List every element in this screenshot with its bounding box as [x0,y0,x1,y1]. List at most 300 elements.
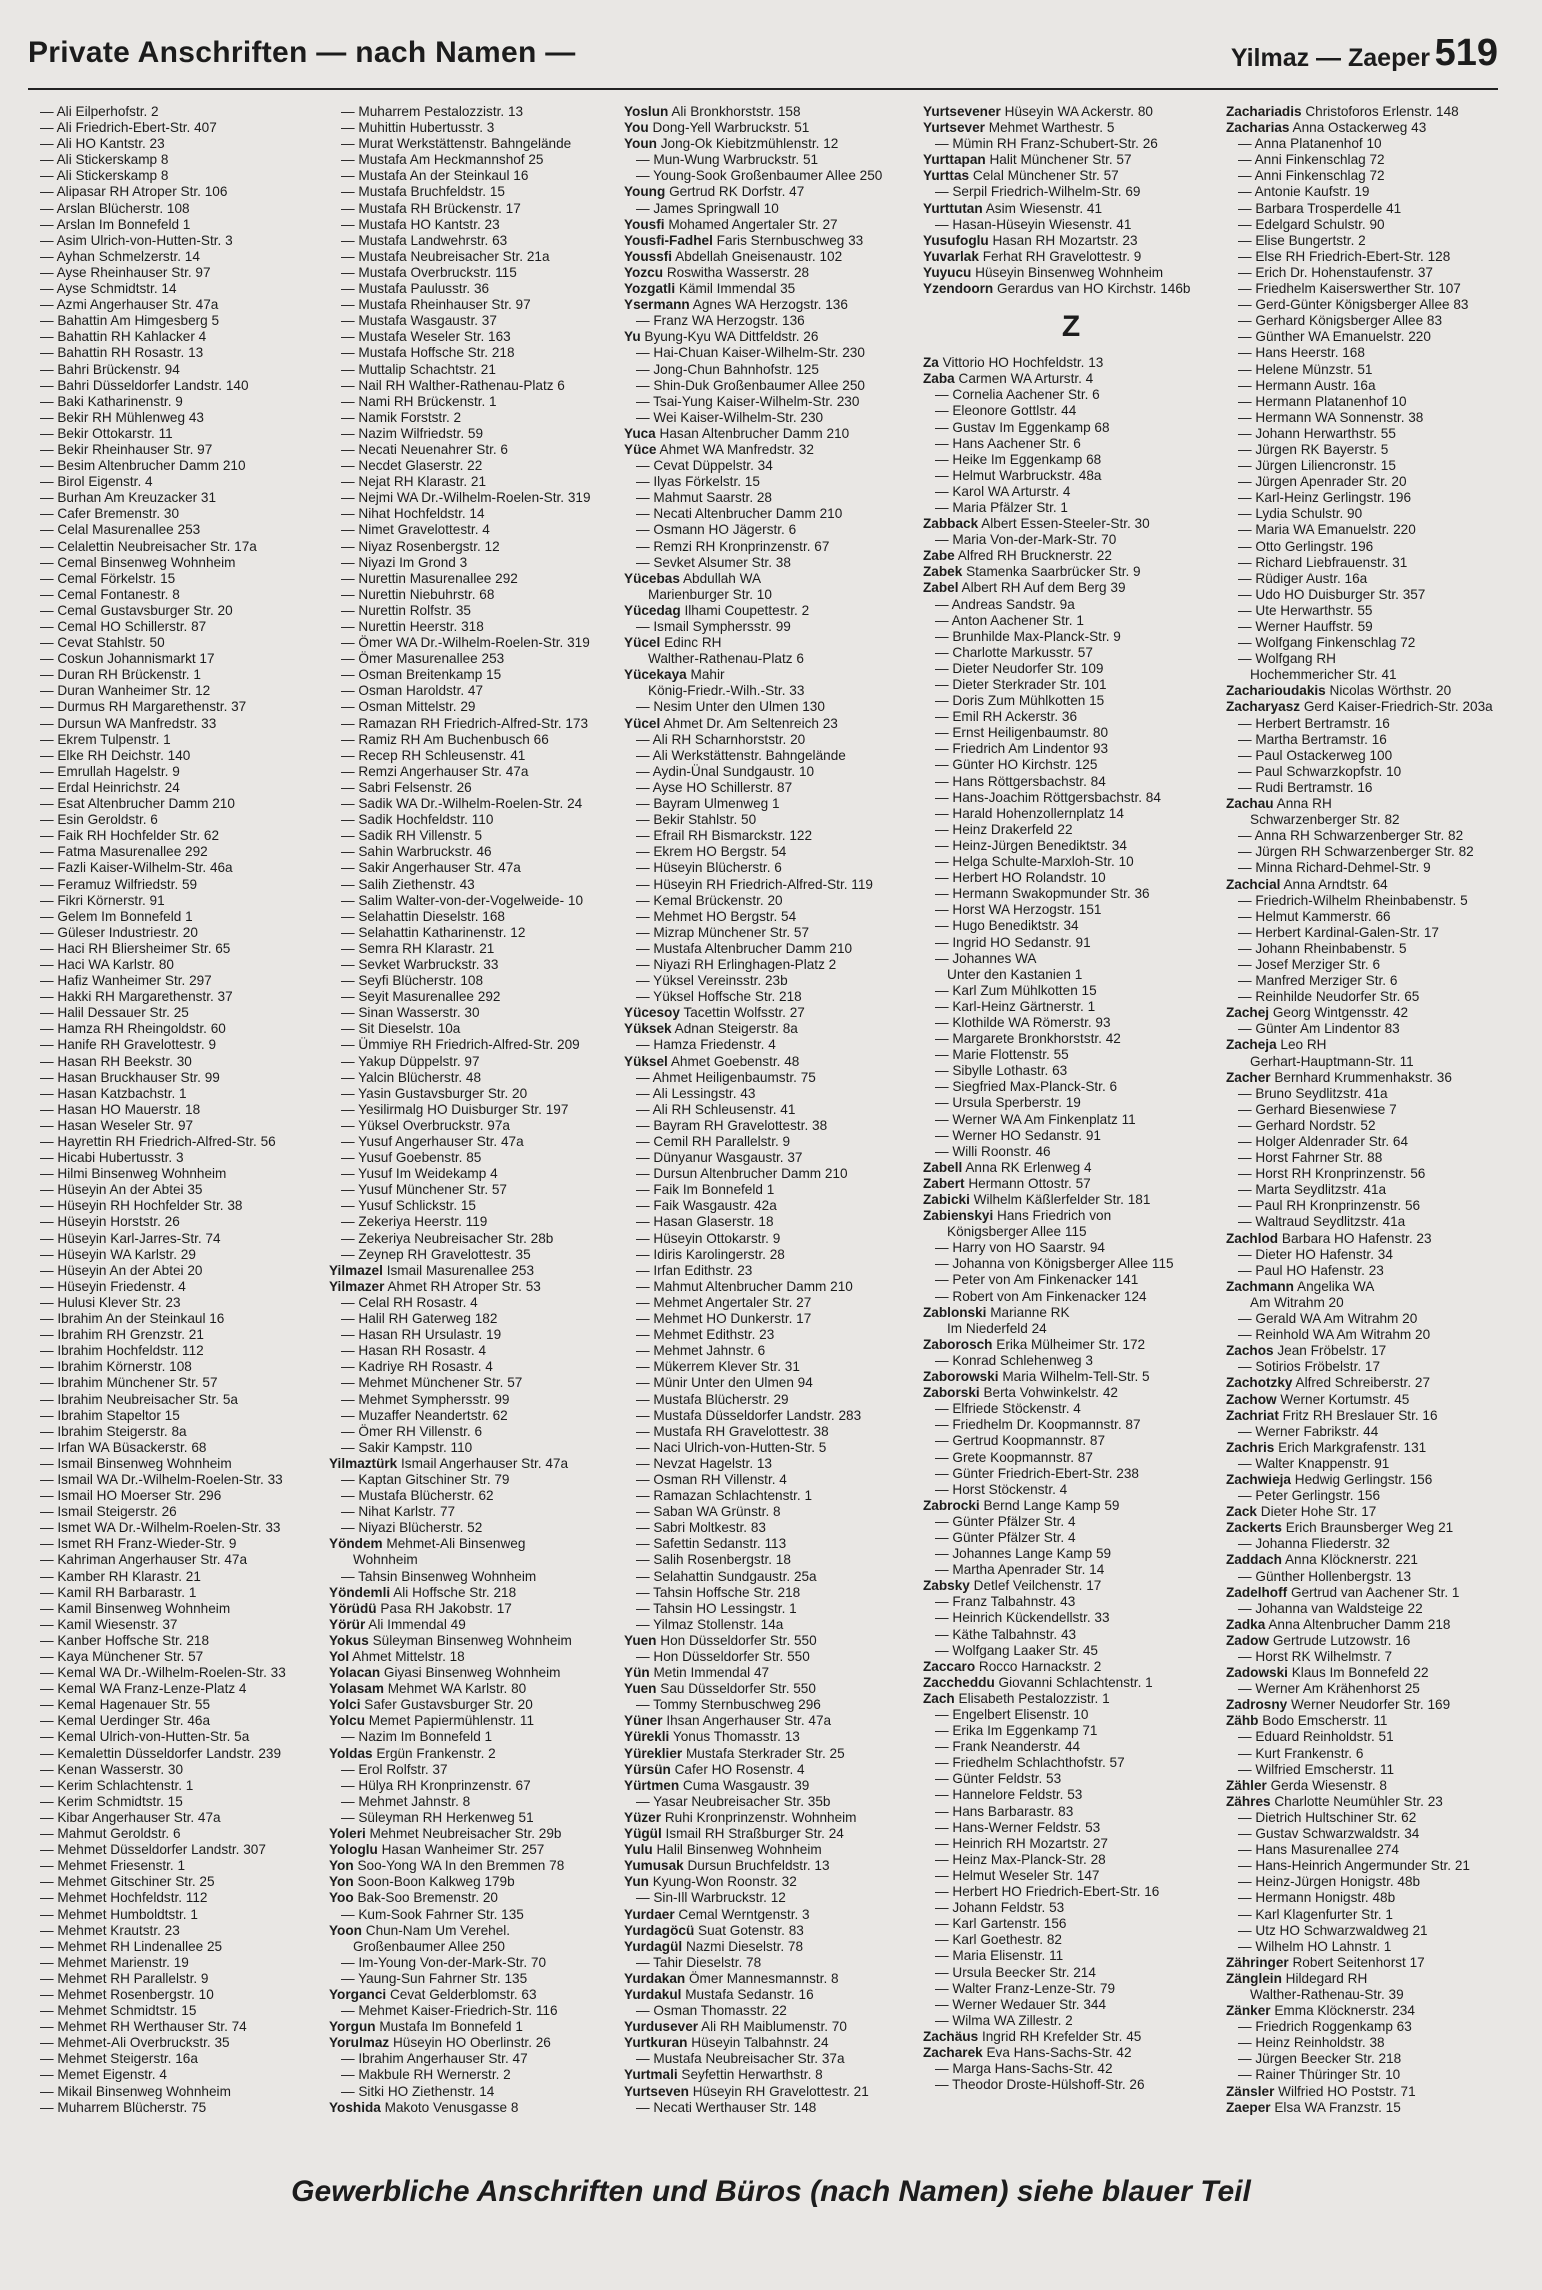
directory-entry [923,1369,1219,1385]
sub-entry: — Karl-Heinz Gerlingstr. 196 [1238,490,1412,506]
sub-entry: — Paul RH Kronprinzenstr. 56 [1238,1198,1421,1214]
surname: Zaeper [1226,2099,1271,2115]
sub-entry: — Mizrap Münchener Str. 57 [636,924,810,940]
sub-entry: — Mustafa Am Heckmannshof 25 [341,152,544,168]
surname: Yurdakan [624,1970,686,1986]
entry-details: Giyasi Binsenweg Wohnheim [383,1665,561,1681]
sub-entry: — Sevket Warbruckstr. 33 [341,956,499,972]
entry-details: Hüseyin RH Gravelottestr. 21 [692,2083,869,2099]
sub-entry: — Harry von HO Saarstr. 94 [935,1240,1105,1256]
sub-entry: — Kurt Frankenstr. 6 [1238,1745,1364,1761]
surname: Youn [624,136,657,152]
sub-entry: — Werner Hauffstr. 59 [1238,619,1373,634]
directory-entry [624,249,920,265]
sub-entry: — Ali Stickerskamp 8 [40,152,169,168]
directory-entry [923,548,1219,564]
surname: Yozcu [624,264,664,280]
sub-entry: — Heinz-Jürgen Benediktstr. 34 [935,837,1127,853]
sub-entry: — Hamza RH Rheingoldstr. 60 [40,1021,226,1037]
directory-entry [624,1874,920,1890]
entry-details: Dong-Yell Warbruckstr. 51 [652,120,810,136]
page-number: 519 [1434,32,1498,74]
footer-note: Gewerbliche Anschriften und Büros (nach Namen) siehe blauer Teil [291,2175,1251,2208]
entry-details: Bak-Soo Bremenstr. 20 [357,1890,498,1906]
column-2 [329,104,625,2164]
surname: Yorulmaz [329,2035,390,2051]
surname: Yüksel [624,1053,668,1069]
directory-entry [923,371,1219,387]
sub-entry: — Yüksel Overbruckstr. 97a [341,1117,510,1133]
directory-entry [923,249,1219,265]
directory-entry [329,1585,625,1601]
sub-entry: — Wolfgang RH [1238,651,1336,667]
sub-entry: — Ilyas Förkelstr. 15 [636,474,760,490]
sub-entry: — Ismet RH Franz-Wieder-Str. 9 [40,1536,237,1552]
surname: Yolci [329,1697,361,1713]
sub-entry: — Serpil Friedrich-Wilhelm-Str. 69 [935,184,1141,200]
surname: Yzendoorn [923,281,994,297]
sub-entry: — Ute Herwarthstr. 55 [1238,602,1373,618]
sub-entry: — Josef Merziger Str. 6 [1238,956,1381,972]
directory-entry [624,716,920,732]
sub-entry: — Kemal Uerdinger Str. 46a [40,1713,211,1729]
sub-entry: — Wilma WA Zillestr. 2 [935,2012,1073,2028]
sub-entry: — Ursula Beecker Str. 214 [935,1964,1096,1980]
entry-details: Ahmet WA Manfredstr. 32 [659,441,814,457]
sub-entry: — Ali Werkstättenstr. Bahngelände [636,747,846,763]
entry-details: Erich Braunsberger Weg 21 [1285,1520,1454,1536]
entry-details: Hasan Wanheimer Str. 257 [381,1842,545,1858]
entry-details: Giovanni Schlachtenstr. 1 [998,1674,1153,1690]
sub-entry: — Selahattin Sundgaustr. 25a [636,1568,817,1584]
directory-entry [923,152,1219,168]
sub-entry: — Nazim Im Bonnefeld 1 [341,1729,493,1745]
directory-entry [329,1923,625,1939]
sub-entry: — Yesilirmalg HO Duisburger Str. 197 [341,1101,569,1117]
entry-details: Christoforos Erlenstr. 148 [1305,104,1459,119]
sub-entry: — Esin Geroldstr. 6 [40,812,158,828]
surname: Zabicki [923,1192,970,1207]
entry-continuation: Gerhart-Hauptmann-Str. 11 [1250,1053,1414,1069]
sub-entry: — Tahsin HO Lessingstr. 1 [636,1600,797,1616]
sub-entry: — Mehmet Münchener Str. 57 [341,1375,523,1391]
sub-entry: — Erika Im Eggenkamp 71 [935,1723,1098,1739]
sub-entry: — Mustafa Hoffsche Str. 218 [341,345,515,361]
sub-entry: — Selahattin Dieselstr. 168 [341,908,505,924]
surname: Yurtseven [624,2083,689,2099]
directory-entry [1226,1971,1522,1987]
entry-details: Bernhard Krummenhakstr. 36 [1274,1069,1452,1085]
sub-entry: — Sakir Angerhauser Str. 47a [341,860,521,876]
sub-entry: — Halil RH Gaterweg 182 [341,1311,498,1327]
sub-entry: — Hayrettin RH Friedrich-Alfred-Str. 56 [40,1134,276,1149]
surname: Zachau [1226,796,1274,812]
sub-entry: — Süleyman RH Herkenweg 51 [341,1809,534,1825]
sub-entry: — Johanna von Königsberger Allee 115 [935,1256,1174,1272]
sub-entry: — Anton Aachener Str. 1 [935,612,1084,628]
surname: Zacharias [1226,120,1290,136]
surname: Zachariadis [1226,104,1302,119]
sub-entry: — Sinan Wasserstr. 30 [341,1005,480,1021]
sub-entry: — Mustafa Neubreisacher Str. 21a [341,248,550,264]
entry-details: Metin Immendal 47 [653,1665,770,1681]
sub-entry: — Werner HO Sedanstr. 91 [935,1127,1101,1143]
sub-entry: — Murat Werkstättenstr. Bahngelände [341,136,572,152]
directory-entry [923,120,1219,136]
sub-entry: — Kamil Binsenweg Wohnheim [40,1600,231,1616]
sub-entry: — Cafer Bremenstr. 30 [40,506,180,522]
sub-entry: — Walter Knappenstr. 91 [1238,1455,1390,1471]
entry-details: Dursun Bruchfeldstr. 13 [687,1858,830,1874]
sub-entry: — Irfan Edithstr. 23 [636,1262,753,1278]
sub-entry: — Gelem Im Bonnefeld 1 [40,908,193,924]
sub-entry: — Doris Zum Mühlkotten 15 [935,693,1105,709]
surname: Yilmazel [329,1262,383,1278]
sub-entry: — Marie Flottenstr. 55 [935,1047,1069,1063]
entry-details: Ali Hoffsche Str. 218 [393,1584,517,1600]
entry-details: Mustafa Sterkrader Str. 25 [685,1745,845,1761]
directory-entry [624,136,920,152]
column-4 [923,104,1219,2164]
sub-entry: — Shin-Duk Großenbaumer Allee 250 [636,377,865,393]
sub-entry: — Mustafa An der Steinkaul 16 [341,168,529,184]
column-1 [28,104,324,2164]
entry-continuation: Im Niederfeld 24 [947,1320,1047,1336]
entry-details: Soon-Boon Kalkweg 179b [357,1874,515,1890]
sub-entry: — Jong-Chun Bahnhofstr. 125 [636,361,819,377]
surname: Yolcu [329,1713,366,1729]
directory-entry [624,281,920,297]
sub-entry: — Ibrahim Hochfeldstr. 112 [40,1343,204,1359]
sub-entry: — Ekrem Tulpenstr. 1 [40,731,171,747]
directory-entry [624,1842,920,1858]
sub-entry: — Maria Elisenstr. 11 [935,1948,1064,1964]
directory-entry [329,1713,625,1729]
surname: Yon [329,1874,354,1890]
sub-entry: — Ismail HO Moerser Str. 296 [40,1488,222,1504]
directory-entry [624,1810,920,1826]
sub-entry: — Herbert Bertramstr. 16 [1238,715,1390,731]
sub-entry: — Duran Wanheimer Str. 12 [40,683,211,699]
directory-entry [329,1665,625,1681]
sub-entry: — Coskun Johannismarkt 17 [40,651,215,667]
sub-entry: — Ismail Binsenweg Wohnheim [40,1455,232,1471]
sub-entry: — Günter Pfälzer Str. 4 [935,1513,1076,1529]
sub-entry: — Fikri Körnerstr. 91 [40,892,165,908]
sub-entry: — Arslan Im Bonnefeld 1 [40,216,191,232]
sub-entry: — Mehmet Marienstr. 19 [40,1954,189,1970]
entry-details: Gerardus van HO Kirchstr. 146b [997,281,1191,297]
entry-details: Gertrud van Aachener Str. 1 [1290,1584,1460,1600]
sub-entry: — Mustafa Paulusstr. 36 [341,281,490,297]
sub-entry: — Mustafa Blücherstr. 29 [636,1391,789,1407]
sub-entry: — Zekeriya Heerstr. 119 [341,1214,488,1230]
surname: Yoo [329,1890,354,1906]
sub-entry: — Werner WA Am Finkenplatz 11 [935,1111,1136,1127]
surname: Yürtmen [624,1777,680,1793]
sub-entry: — Mehmet Angertaler Str. 27 [636,1294,812,1310]
sub-entry: — Margarete Bronkhorststr. 42 [935,1031,1121,1047]
sub-entry: — Yasin Gustavsburger Str. 20 [341,1085,528,1101]
sub-entry: — Kemal WA Franz-Lenze-Platz 4 [40,1681,247,1697]
sub-entry: — Mahmut Saarstr. 28 [636,490,772,506]
sub-entry: — Ali Eilperhofstr. 2 [40,104,159,119]
sub-entry: — Mehmet-Ali Overbruckstr. 35 [40,2035,230,2051]
sub-entry: — Kadriye RH Rosastr. 4 [341,1359,493,1375]
entry-details: Mehmet Neubreisacher Str. 29b [369,1826,562,1842]
sub-entry: — Hüseyin RH Friedrich-Alfred-Str. 119 [636,876,873,892]
directory-entry [1226,2084,1522,2100]
sub-entry: — Hans Masurenallee 274 [1238,1842,1399,1858]
sub-entry: — Mehmet Düsseldorfer Landstr. 307 [40,1842,266,1858]
surname: Yurdagöcü [624,1922,695,1938]
surname: Zabrocki [923,1497,980,1513]
directory-entry [1226,1231,1522,1247]
sub-entry: — Osman Breitenkamp 15 [341,667,502,683]
sub-entry: — Lydia Schulstr. 90 [1238,506,1363,522]
entry-details: Hasan Altenbrucher Damm 210 [659,425,850,441]
entry-details: Hedwig Gerlingstr. 156 [1294,1471,1433,1487]
sub-entry: — Faik Wasgaustr. 42a [636,1198,777,1214]
entry-details: Anna Ostackerweg 43 [1292,120,1427,136]
surname: Zabell [923,1159,963,1175]
sub-entry: — Jürgen Apenrader Str. 20 [1238,474,1407,490]
entry-details: Ismail RH Straßburger Str. 24 [665,1826,844,1842]
sub-entry: — Günter Friedrich-Ebert-Str. 238 [935,1465,1139,1481]
sub-entry: — Hafiz Wanheimer Str. 297 [40,973,212,989]
surname: Yuen [624,1632,657,1648]
sub-entry: — Bruno Seydlitzstr. 41a [1238,1085,1388,1101]
sub-entry: — Walter Franz-Lenze-Str. 79 [935,1980,1116,1996]
sub-entry: — Ali RH Schleusenstr. 41 [636,1101,796,1117]
sub-entry: — Holger Aldenrader Str. 64 [1238,1134,1409,1149]
entry-details: Alfred Schreiberstr. 27 [1295,1375,1431,1391]
sub-entry: — Yusuf Goebenstr. 85 [341,1150,482,1166]
entry-details: Gerda Wiesenstr. 8 [1270,1777,1387,1793]
directory-entry [1226,104,1522,120]
sub-entry: — Johann Rheinbabenstr. 5 [1238,940,1407,956]
surname: Zabe [923,548,955,564]
directory-entry [624,1971,920,1987]
directory-entry [923,1675,1219,1691]
sub-entry: — Hasan Weseler Str. 97 [40,1117,194,1133]
sub-entry: — James Springwall 10 [636,200,779,216]
surname: Zablonski [923,1304,987,1320]
surname: Yurttutan [923,200,983,216]
sub-entry: — Necati Neuenahrer Str. 6 [341,441,508,457]
sub-entry: — Mehmet Jahnstr. 6 [636,1343,766,1359]
sub-entry: — Ali Stickerskamp 8 [40,168,169,184]
entry-details: Seyfettin Herwarthstr. 8 [681,2067,823,2083]
directory-entry [1226,1665,1522,1681]
sub-entry: — Günther WA Emanuelstr. 220 [1238,329,1431,345]
sub-entry: — Mehmet HO Dunkerstr. 17 [636,1311,812,1327]
sub-entry: — Wilfried Emscherstr. 11 [1238,1761,1395,1777]
sub-entry: — Necdet Glaserstr. 22 [341,458,483,474]
entry-details: Adnan Steigerstr. 8a [674,1021,798,1037]
sub-entry: — Ibrahim Angerhauser Str. 47 [341,2051,528,2067]
surname: Yun [624,1874,649,1890]
surname: Zachotzky [1226,1375,1293,1391]
surname: Zacharek [923,2044,983,2060]
directory-entry [1226,796,1522,812]
sub-entry: — Paul Ostackerweg 100 [1238,747,1393,763]
surname: Zacheja [1226,1037,1277,1053]
surname: Yolacan [329,1665,381,1681]
sub-entry: — Muharrem Pestalozzistr. 13 [341,104,524,119]
sub-entry: — Mehmet Schmidtstr. 15 [40,2003,197,2019]
sub-entry: — Theodor Droste-Hülshoff-Str. 26 [935,2077,1145,2093]
sub-entry: — Nimet Gravelottestr. 4 [341,522,490,538]
sub-entry: — Hermann Honigstr. 48b [1238,1890,1396,1906]
sub-entry: — Seyfi Blücherstr. 108 [341,973,484,989]
directory-entry [1226,1552,1522,1568]
surname: Yusufoglu [923,232,989,248]
surname: Zabel [923,580,959,596]
directory-entry [1226,1375,1522,1391]
sub-entry: — Kenan Wasserstr. 30 [40,1761,184,1777]
sub-entry: — Gerhard Nordstr. 52 [1238,1117,1376,1133]
sub-entry: — Mustafa Düsseldorfer Landstr. 283 [636,1407,862,1423]
sub-entry: — Yusuf Angerhauser Str. 47a [341,1134,524,1149]
directory-entry [923,1659,1219,1675]
directory-entry [1226,120,1522,136]
entry-details: Mehmet Warthestr. 5 [988,120,1115,136]
entry-details: Werner Kortumstr. 45 [1280,1391,1410,1407]
sub-entry: — Paul Schwarzkopfstr. 10 [1238,763,1402,779]
sub-entry: — Mustafa Blücherstr. 62 [341,1488,494,1504]
sub-entry: — Günther Hollenbergstr. 13 [1238,1568,1412,1584]
sub-entry: — Herbert HO Rolandstr. 10 [935,870,1106,886]
entry-details: Ömer Mannesmannstr. 8 [688,1970,839,1986]
entry-details: Ismail Masurenallee 253 [386,1262,535,1278]
sub-entry: — Horst RH Kronprinzenstr. 56 [1238,1166,1426,1182]
directory-entry [1226,1504,1522,1520]
sub-entry: — Bahri Düsseldorfer Landstr. 140 [40,377,249,393]
surname: Yilmaztürk [329,1455,398,1471]
entry-details: Ahmet Goebenstr. 48 [670,1053,800,1069]
sub-entry: — Ayhan Schmelzerstr. 14 [40,248,200,264]
sub-entry: — Karl-Heinz Gärtnerstr. 1 [935,998,1096,1014]
entry-details: Hildegard RH [1285,1970,1368,1986]
sub-entry: — Ali Friedrich-Ebert-Str. 407 [40,120,217,136]
sub-entry: — Johannes WA [935,950,1037,966]
sub-entry: — Ömer RH Villenstr. 6 [341,1423,483,1439]
entry-continuation: Hochemmericher Str. 41 [1250,667,1397,683]
directory-entry [624,265,920,281]
sub-entry: — Klothilde WA Römerstr. 93 [935,1014,1111,1030]
directory-entry [923,201,1219,217]
sub-entry: — Maria Pfälzer Str. 1 [935,499,1068,515]
entry-details: Cuma Wasgaustr. 39 [682,1777,810,1793]
sub-entry: — Mikail Binsenweg Wohnheim [40,2083,231,2099]
sub-entry: — Nejmi WA Dr.-Wilhelm-Roelen-Str. 319 [341,490,591,506]
sub-entry: — Kemal Brückenstr. 20 [636,892,783,908]
sub-entry: — Hasan Katzbachstr. 1 [40,1085,187,1101]
sub-entry: — Nejat RH Klarastr. 21 [341,474,487,490]
sub-entry: — Karl Gartenstr. 156 [935,1916,1067,1932]
sub-entry: — Mehmet Kaiser-Friedrich-Str. 116 [341,2003,558,2019]
surname: Zänglein [1226,1970,1282,1986]
entry-details: Wilfried HO Poststr. 71 [1278,2083,1416,2099]
sub-entry: — Anni Finkenschlag 72 [1238,152,1385,168]
entry-details: Rocco Harnackstr. 2 [978,1658,1102,1674]
directory-entry [329,2100,625,2116]
sub-entry: — Horst Fahrner Str. 88 [1238,1150,1383,1166]
sub-entry: — Ramazan Schlachtenstr. 1 [636,1488,813,1504]
directory-entry [1226,1037,1522,1053]
directory-entry [329,1617,625,1633]
entry-details: Anna RK Erlenweg 4 [965,1159,1092,1175]
sub-entry: — Salih Ziethenstr. 43 [341,876,475,892]
surname: Zabek [923,564,963,580]
sub-entry: — Mehmet Edithstr. 23 [636,1327,775,1343]
surname: Yürekli [624,1729,670,1745]
sub-entry: — Dieter Sterkrader Str. 101 [935,677,1107,692]
directory-entry [624,1713,920,1729]
sub-entry: — Rudi Bertramstr. 16 [1238,779,1373,795]
sub-entry: — Mehmet Jahnstr. 8 [341,1793,471,1809]
directory-entry [923,1498,1219,1514]
directory-entry [624,1778,920,1794]
entry-details: Hüseyin Binsenweg Wohnheim [975,264,1164,280]
directory-entry [923,1176,1219,1192]
sub-entry: — Nazim Wilfriedstr. 59 [341,425,484,441]
entry-details: Albert Essen-Steeler-Str. 30 [981,516,1150,532]
sub-entry: — Eduard Reinholdstr. 51 [1238,1729,1394,1745]
directory-entry [329,1263,625,1279]
sub-entry: — Helene Münzstr. 51 [1238,361,1373,377]
sub-entry: — Franz WA Herzogstr. 136 [636,313,805,329]
sub-entry: — Mustafa HO Kantstr. 23 [341,216,500,232]
sub-entry: — Mükerrem Klever Str. 31 [636,1359,800,1375]
surname: Zacher [1226,1069,1271,1085]
directory-entry [1226,1408,1522,1424]
sub-entry: — Ümmiye RH Friedrich-Alfred-Str. 209 [341,1037,580,1053]
entry-details: Abdellah Gneisenaustr. 102 [675,248,843,264]
sub-entry: — Emil RH Ackerstr. 36 [935,709,1078,725]
sub-entry: — Franz Talbahnstr. 43 [935,1594,1076,1610]
sub-entry: — Hermann WA Sonnenstr. 38 [1238,409,1424,425]
sub-entry: — Ahmet Heiligenbaumstr. 75 [636,1069,816,1085]
sub-entry: — Maria Von-der-Mark-Str. 70 [935,532,1117,548]
entry-details: Kyung-Won Roonstr. 32 [652,1874,797,1890]
directory-entry [1226,1633,1522,1649]
sub-entry: — Friedhelm Schlachthofstr. 57 [935,1755,1125,1771]
sub-entry: — Birol Eigenstr. 4 [40,474,153,490]
entry-details: Hasan RH Mozartstr. 23 [992,232,1138,248]
sub-entry: — Cornelia Aachener Str. 6 [935,387,1100,403]
sub-entry: — Hans Aachener Str. 6 [935,435,1081,451]
directory-entry [1226,2100,1522,2116]
sub-entry: — Tsai-Yung Kaiser-Wilhelm-Str. 230 [636,393,860,409]
sub-entry: — Elise Bungertstr. 2 [1238,232,1366,248]
sub-entry: — Osman Haroldstr. 47 [341,683,484,699]
surname: Zähler [1226,1777,1267,1793]
sub-entry: — Martha Bertramstr. 16 [1238,731,1387,747]
sub-entry: — Seyit Masurenallee 292 [341,989,501,1005]
surname: Zaddach [1226,1552,1282,1568]
sub-entry: — Robert von Am Finkenacker 124 [935,1288,1147,1304]
surname: Zadrosny [1226,1697,1288,1713]
surname: Yörür [329,1616,366,1632]
surname: Za [923,355,939,371]
sub-entry: — Hans Barbarastr. 83 [935,1803,1074,1819]
surname: Yurdaer [624,1906,675,1922]
entry-details: Werner Neudorfer Str. 169 [1290,1697,1451,1713]
directory-entry [624,1021,920,1037]
entry-details: Ahmet Dr. Am Seltenreich 23 [663,715,838,731]
